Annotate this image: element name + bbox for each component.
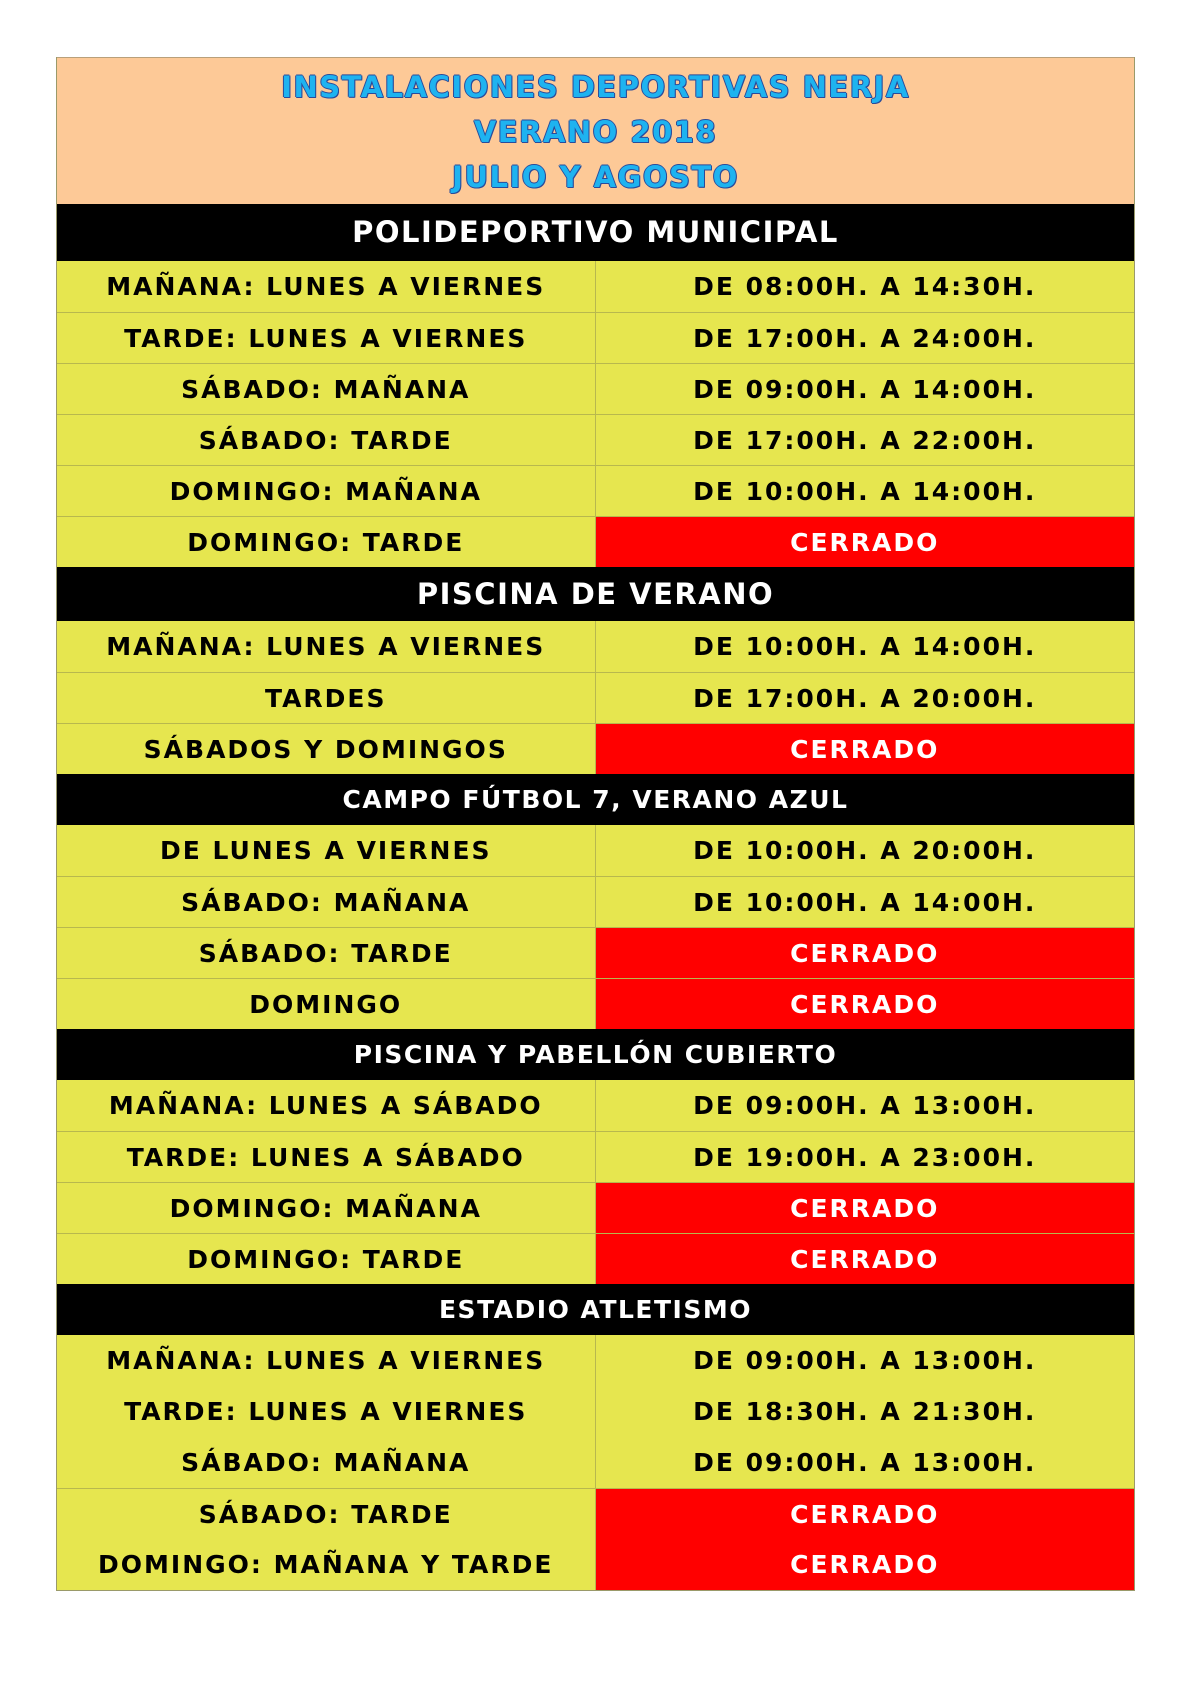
- row-label: MAÑANA: LUNES A VIERNES: [57, 261, 596, 312]
- row-hours: DE 09:00H. A 13:00H.: [596, 1080, 1135, 1131]
- schedule-row: [57, 363, 1134, 414]
- row-label: SÁBADO: MAÑANA: [57, 877, 596, 927]
- closed-badge: CERRADO: [596, 1183, 1135, 1233]
- row-label: SÁBADO: TARDE: [57, 928, 596, 978]
- section-header-piscina-verano: PISCINA DE VERANO: [57, 567, 1134, 621]
- section-header-piscina-pabellon: PISCINA Y PABELLÓN CUBIERTO: [57, 1029, 1134, 1080]
- row-hours: DE 10:00H. A 20:00H.: [596, 825, 1135, 876]
- closed-badge: CERRADO: [596, 928, 1135, 978]
- title-line-3: JULIO Y AGOSTO: [452, 159, 739, 194]
- schedule-row: [57, 927, 1134, 978]
- closed-badge: CERRADO: [596, 517, 1135, 567]
- row-hours: DE 09:00H. A 13:00H.: [596, 1335, 1135, 1386]
- schedule-row: [57, 1437, 1134, 1488]
- row-hours: DE 17:00H. A 22:00H.: [596, 415, 1135, 465]
- row-label: SÁBADO: MAÑANA: [57, 364, 596, 414]
- row-label: SÁBADOS Y DOMINGOS: [57, 724, 596, 774]
- row-label: MAÑANA: LUNES A VIERNES: [57, 621, 596, 672]
- row-hours: DE 17:00H. A 24:00H.: [596, 313, 1135, 363]
- row-hours: DE 08:00H. A 14:30H.: [596, 261, 1135, 312]
- row-label: TARDE: LUNES A SÁBADO: [57, 1132, 596, 1182]
- title-line-1: INSTALACIONES DEPORTIVAS NERJA: [281, 69, 910, 104]
- schedule-row: [57, 825, 1134, 876]
- row-label: DOMINGO: [57, 979, 596, 1029]
- schedule-row: [57, 516, 1134, 567]
- row-hours: DE 09:00H. A 13:00H.: [596, 1437, 1135, 1488]
- schedule-row: [57, 1233, 1134, 1284]
- row-label: DOMINGO: TARDE: [57, 517, 596, 567]
- closed-badge: CERRADO: [596, 1489, 1135, 1539]
- section-header-campo-futbol: CAMPO FÚTBOL 7, VERANO AZUL: [57, 774, 1134, 825]
- row-label: TARDES: [57, 673, 596, 723]
- schedule-row: [57, 672, 1134, 723]
- schedule-row: [57, 312, 1134, 363]
- schedule-row: [57, 876, 1134, 927]
- row-label: TARDE: LUNES A VIERNES: [57, 313, 596, 363]
- schedule-row: [57, 1182, 1134, 1233]
- row-label: DOMINGO: MAÑANA Y TARDE: [57, 1539, 596, 1590]
- closed-badge: CERRADO: [596, 1539, 1135, 1590]
- row-label: DOMINGO: MAÑANA: [57, 466, 596, 516]
- schedule-row: [57, 465, 1134, 516]
- schedule-row: [57, 261, 1134, 312]
- row-hours: DE 19:00H. A 23:00H.: [596, 1132, 1135, 1182]
- row-hours: DE 10:00H. A 14:00H.: [596, 621, 1135, 672]
- schedule-row: [57, 1539, 1134, 1590]
- row-label: DOMINGO: TARDE: [57, 1234, 596, 1284]
- schedule-row: [57, 414, 1134, 465]
- closed-badge: CERRADO: [596, 979, 1135, 1029]
- schedule-row: [57, 621, 1134, 672]
- row-hours: DE 10:00H. A 14:00H.: [596, 877, 1135, 927]
- schedule-sheet: [56, 57, 1135, 1591]
- section-header-polideportivo: POLIDEPORTIVO MUNICIPAL: [57, 204, 1134, 261]
- row-hours: DE 18:30H. A 21:30H.: [596, 1386, 1135, 1437]
- row-label: MAÑANA: LUNES A VIERNES: [57, 1335, 596, 1386]
- schedule-row: [57, 1488, 1134, 1539]
- row-label: SÁBADO: MAÑANA: [57, 1437, 596, 1488]
- title-block: [57, 57, 1134, 204]
- row-label: TARDE: LUNES A VIERNES: [57, 1386, 596, 1437]
- schedule-row: [57, 1080, 1134, 1131]
- schedule-row: [57, 1335, 1134, 1386]
- row-hours: DE 17:00H. A 20:00H.: [596, 673, 1135, 723]
- row-hours: DE 10:00H. A 14:00H.: [596, 466, 1135, 516]
- schedule-row: [57, 723, 1134, 774]
- row-label: DOMINGO: MAÑANA: [57, 1183, 596, 1233]
- schedule-row: [57, 978, 1134, 1029]
- row-label: SÁBADO: TARDE: [57, 1489, 596, 1539]
- schedule-row: [57, 1386, 1134, 1437]
- row-hours: DE 09:00H. A 14:00H.: [596, 364, 1135, 414]
- row-label: MAÑANA: LUNES A SÁBADO: [57, 1080, 596, 1131]
- row-label: DE LUNES A VIERNES: [57, 825, 596, 876]
- closed-badge: CERRADO: [596, 1234, 1135, 1284]
- row-label: SÁBADO: TARDE: [57, 415, 596, 465]
- title-line-2: VERANO 2018: [473, 114, 718, 149]
- closed-badge: CERRADO: [596, 724, 1135, 774]
- section-header-estadio-atletismo: ESTADIO ATLETISMO: [57, 1284, 1134, 1335]
- schedule-row: [57, 1131, 1134, 1182]
